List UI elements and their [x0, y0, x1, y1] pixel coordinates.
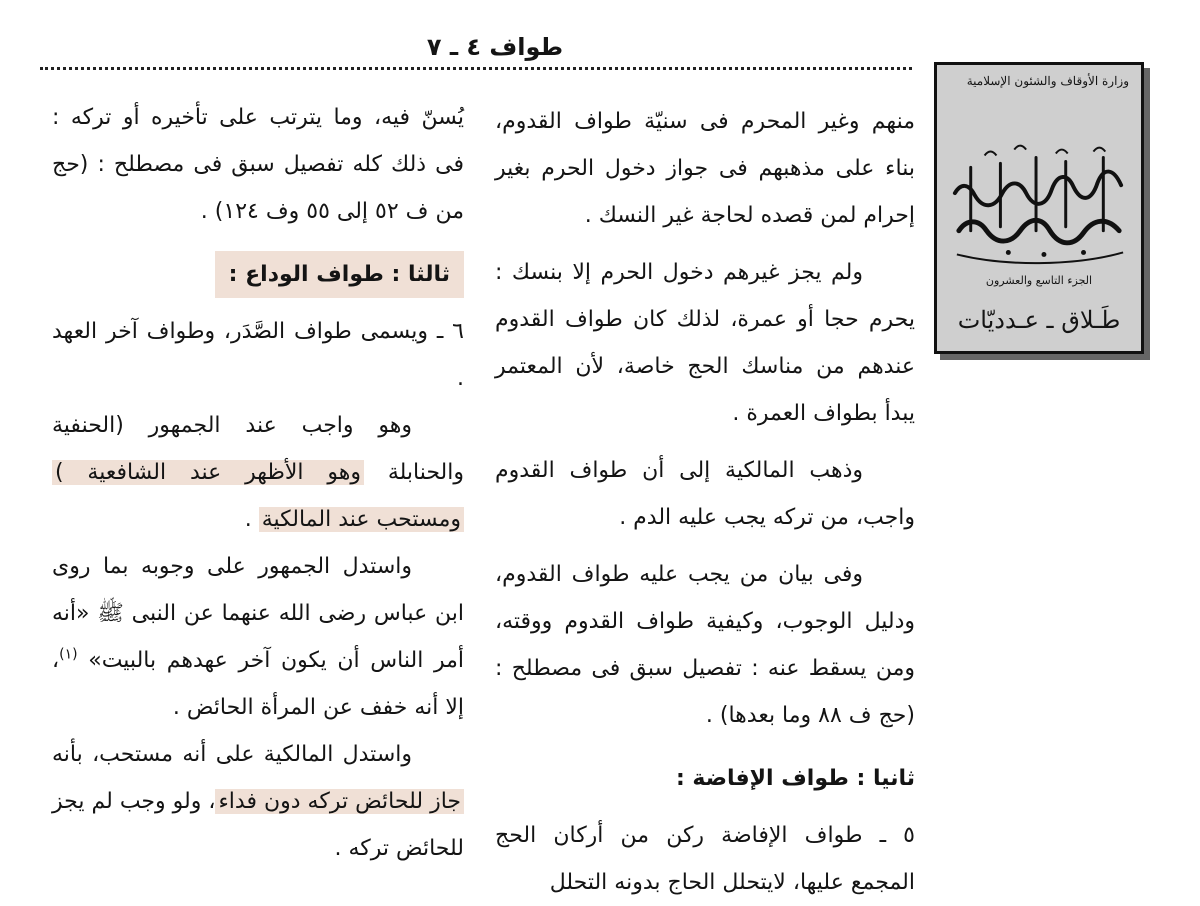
highlighted-text: جاز للحائض تركه دون فداء — [215, 789, 464, 814]
section-heading: ثانيا : طواف الإفاضة : — [675, 766, 915, 791]
text-run: واستدل المالكية على أنه مستحب، بأنه — [52, 742, 412, 767]
cover-volume-text: الجزء التاسع والعشرون — [985, 274, 1093, 287]
paragraph: ولم يجز غيرهم دخول الحرم إلا بنسك : يحرم حجا أو عمرة، لذلك كان طواف القدوم عندهم من مناسك الحج خاصة، لأن المعتمر يبدأ بطواف العمرة . — [495, 260, 915, 426]
page-header-title: طواف ٤ ـ ٧ — [426, 33, 564, 61]
right-column — [495, 98, 915, 906]
paragraph — [52, 402, 464, 543]
cover-calligraphy-title — [945, 127, 1133, 277]
text-run: وهو واجب عند الجمهور (الحنفية والحنابلة — [52, 413, 464, 485]
paragraph: يُسنّ فيه، وما يترتب على تأخيره أو تركه : فى ذلك كله تفصيل سبق فى مصطلح : (حج من ف ٥٢ إلى ٥٥ وف ١٢٤) . — [52, 105, 464, 224]
paragraph: ٦ ـ ويسمى طواف الصَّدَر، وطواف آخر العهد . — [52, 319, 464, 391]
paragraph: وذهب المالكية إلى أن طواف القدوم واجب، من تركه يجب عليه الدم . — [495, 458, 915, 530]
text-run: . — [244, 507, 259, 532]
section-heading: ثالثا : طواف الوداع : — [215, 251, 464, 298]
paragraph: ٥ ـ طواف الإفاضة ركن من أركان الحج المجمع عليها، لايتحلل الحاج بدونه التحلل — [495, 823, 915, 895]
text-run: ، ولو وجب لم يجز للحائض تركه . — [52, 789, 464, 861]
book-cover — [934, 62, 1144, 354]
paragraph: وفى بيان من يجب عليه طواف القدوم، ودليل الوجوب، وكيفية طواف القدوم ووقته، ومن يسقط عنه : تفصيل سبق فى مصطلح : (حج ف ٨٨ وما بعدها) . — [495, 562, 915, 728]
text-run: واستدل الجمهور على وجوبه بما روى ابن عباس رضى الله عنهما عن النبى ﷺ «أنه أمر الناس أن يكون آخر عهدهم بالبيت» — [52, 554, 464, 673]
paragraph: منهم وغير المحرم فى سنيّة طواف القدوم، بناء على مذهبهم فى جواز دخول الحرم بغير إحرام لمن قصده لحاجة غير النسك . — [495, 109, 915, 228]
highlighted-text: ومستحب عند المالكية — [259, 507, 464, 532]
text-run: ، إلا أنه خفف عن المرأة الحائض . — [52, 648, 464, 720]
left-column — [52, 94, 464, 872]
footnote-marker: (١) — [59, 646, 78, 663]
highlighted-text: وهو الأظهر عند الشافعية ) — [52, 460, 364, 485]
cover-ministry-text: وزارة الأوقاف والشئون الإسلامية — [966, 74, 1129, 88]
paragraph — [52, 543, 464, 731]
paragraph — [52, 731, 464, 872]
cover-range-text: طَـلاق ـ عـدديّات — [957, 306, 1121, 334]
header-divider — [40, 67, 912, 70]
